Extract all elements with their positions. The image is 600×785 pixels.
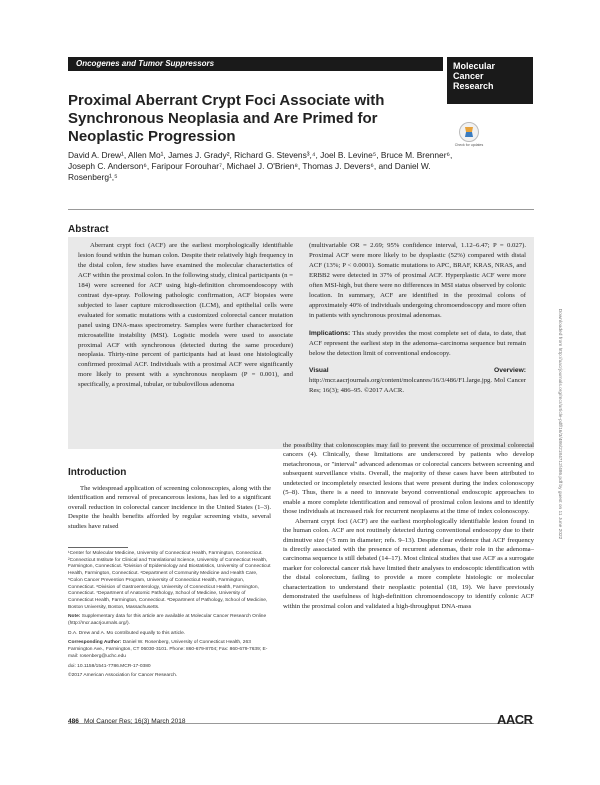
page-number: 486 [68, 718, 79, 725]
intro-column-1 [68, 484, 271, 531]
journal-line: Cancer [453, 71, 484, 81]
corresponding-author [68, 640, 272, 660]
journal-line: Molecular [453, 61, 496, 71]
section-header-bar [68, 57, 443, 71]
intro-paragraph: the possibility that colonoscopies may fail to prevent the occurrence of proximal colorectal cancers (4). Clinically, these limitations are underscored by patients who develop metachronous, or "interval" advanced adenomas or colorectal cancers between screening and subsequent surveillance visits. Overall, the majority of these cases have been attributed to undetected or incompletely resected lesions that were present during the index colonoscopy (5–8). Thus, there is a need to innovate beyond conventional endoscopic approaches to enable a more complete identification and removal of proximal colon lesions and to identify those individuals at increased risk for recurrent neoplasms at the time of index colonoscopy. [283, 442, 534, 516]
journal-citation: Mol Cancer Res; 16(3) March 2018 [84, 718, 186, 725]
intro-paragraph: The widespread application of screening colonoscopies, along with the identification and removal of precancerous lesions, has led to a significant overall reduction in colorectal cancer incidence in the United States (1–3). Despite the health benefits afforded by regular screening visits, several studies have raised [68, 485, 271, 530]
visual-overview-link[interactable]: http://mcr.aacrjournals.org/content/molcanres/16/3/486/F1.large.jpg. Mol Cancer Res; 16(3); 486–95. ©2017 AACR. [309, 377, 526, 395]
implications-label: Implications: [309, 329, 351, 337]
crossmark-label: Check for updates [454, 143, 484, 147]
intro-column-2 [283, 441, 534, 611]
implications-text: This study provides the most complete set of data, to date, that ACF represent the earliest step in the adenoma–carcinoma sequence but remain below the detection limit of conventional endoscopy. [309, 329, 526, 357]
doi [68, 664, 272, 671]
abstract-heading: Abstract [68, 224, 109, 235]
visual-overview [309, 366, 526, 396]
aacr-logo: AACR [497, 712, 533, 727]
abstract-box [68, 237, 534, 449]
abstract-column-1 [78, 241, 293, 390]
journal-logo [447, 57, 533, 104]
abstract-column-2 [309, 241, 526, 396]
corr-text: Daniel W. Rosenberg, University of Connecticut Health, 263 Farmington Ave., Farmington, CT 06030-3101. Phone: 860-679-8704; Fax: 860-679-7639; E-mail: rosenberg@uchc.edu [68, 640, 268, 659]
supplementary-note [68, 614, 272, 627]
doi-label: doi: [68, 663, 76, 669]
affiliations: ¹Center for Molecular Medicine, University of Connecticut Health, Farmington, Connecticut. ²Connecticut Institute for Clinical and Translational Science, University of Connecticut Health, Farmington, Connecticut. ³Division of Epidemiology and Biostatistics, University of Connecticut Health, Farmington, Connecticut. ⁴Department of Community Medicine and Health Care, ⁵Colon Cancer Prevention Program, University of Connecticut Health, Farmington, Connecticut. ⁶Division of Gastroenterology, University of Connecticut Health, Farmington, Connecticut. ⁷Department of Anatomic Pathology, School of Medicine, University of Connecticut Health, Farmington, Connecticut. ⁸Department of Pathology, School of Medicine, Boston University, Boston, Massachusetts. [68, 551, 271, 610]
doi-link[interactable]: 10.1158/1541-7786.MCR-17-0380 [77, 663, 151, 669]
section-divider [68, 209, 534, 210]
download-notice: Downloaded from http://aacrjournals.org/mcr/article-pdf/16/3/486/2184712/486.pdf by guest on 11 June 2022 [557, 308, 562, 540]
article-title: Proximal Aberrant Crypt Foci Associate with Synchronous Neoplasia and Are Primed for Neoplastic Progression [68, 92, 385, 145]
journal-line: Research [453, 81, 494, 91]
abstract-text-1: Aberrant crypt foci (ACF) are the earliest morphologically identifiable lesion found within the human colon. Despite their relatively high frequency in the distal colon, few studies have examined the molecular characteristics of ACF within the proximal colon. In the following study, clinical participants (n = 184) were screened for ACF using high-definition chromoendoscopy with contrast dye-spray. Following pathologic confirmation, ACF biopsies were subjected to laser capture microdissection (LCM), and epithelial cells were evaluated for somatic mutations with a customized colorectal cancer mutation panel using DNA-mass spectrometry. Samples were further characterized for microsatellite instability (MSI). Logistic models were used to associate proximal ACF with synchronous (detected during the same procedure) neoplasia. Thirty-nine percent of participants had at least one histologically confirmed proximal ACF. Individuals with a proximal ACF were significantly more likely to present with a synchronous neoplasm (P = 0.001), and specifically, a proximal, tubular, or tubulovillous adenoma [78, 242, 293, 389]
footnotes [68, 551, 272, 683]
corr-label: Corresponding Author: [68, 640, 122, 646]
author-list: David A. Drew¹, Allen Mo¹, James J. Grady², Richard G. Stevens³,⁴, Joel B. Levine⁵, Bruce M. Brenner⁶, Joseph C. Anderson⁶, Faripour Forouhar⁷, Michael J. O'Brien⁸, Thomas J. Devers⁶, and Daniel W. Rosenberg¹,⁵ [68, 150, 453, 182]
copyright: ©2017 American Association for Cancer Research. [68, 673, 178, 679]
equal-contribution: D.A. Drew and A. Mo contributed equally to this article. [68, 630, 186, 636]
implications [309, 329, 526, 359]
visual-overview-label: Visual Overview: [309, 367, 526, 375]
crossmark-icon[interactable] [457, 121, 481, 143]
intro-paragraph: Aberrant crypt foci (ACF) are the earliest morphologically identifiable lesion found in the human colon. ACF are not routinely detected during conventional endoscopy due to their diminutive size (<5 mm in diameter; refs. 9–13). Despite clear evidence that ACF frequency is directly associated with the presence of recurrent adenomas, their role in the adenoma–carcinoma sequence is still debated (14–17). Most clinical studies that use ACF as a surrogate marker for colorectal cancer risk have limited their analyses to endoscopic identification with the distal colorectum, failing to provide a more complete histologic or molecular characterization to understand their neoplastic potential (18, 19). We have previously demonstrated the usefulness of high-definition chromoendoscopy to identify colonic ACF within the proximal colon and validated a high-throughput DNA-mass [283, 517, 534, 610]
footnote-divider [68, 547, 128, 548]
note-label: Note: [68, 614, 81, 620]
section-label: Oncogenes and Tumor Suppressors [76, 59, 215, 68]
note-text: Supplementary data for this article are available at Molecular Cancer Research Online (http://mcr.aacrjournals.org/). [68, 614, 267, 627]
introduction-heading: Introduction [68, 467, 127, 478]
abstract-text-2: (multivariable OR = 2.69; 95% confidence interval, 1.12–6.47; P = 0.027). Proximal ACF were more likely to be dysplastic (52%) compared with distal ACF (13%; P < 0.0001). Somatic mutations to APC, BRAF, KRAS, NRAS, and ERBB2 were detected in 37% of proximal ACF. Hyperplastic ACF were more often MSI-high, but there were no differences in MSI status observed by colonic location. In summary, ACF are identified in the proximal colons of approximately 40% of individuals undergoing chromoendoscopy and more often in patients with synchronous proximal adenomas. [309, 242, 526, 319]
